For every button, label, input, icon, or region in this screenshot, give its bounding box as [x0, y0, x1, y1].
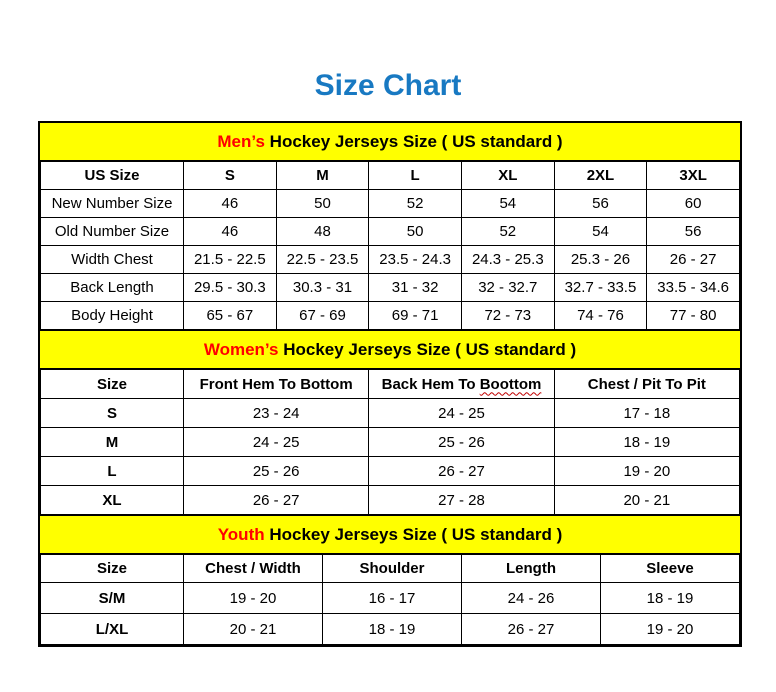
column-header: XL: [461, 162, 554, 190]
column-header: L: [369, 162, 462, 190]
table-row: [41, 246, 740, 274]
row-label: Back Length: [41, 274, 184, 302]
table-row: [41, 583, 740, 614]
table-cell: 60: [647, 190, 740, 218]
column-header: 2XL: [554, 162, 647, 190]
table-cell: 50: [369, 218, 462, 246]
size-chart-tables: [38, 121, 742, 647]
table-cell: 67 - 69: [276, 302, 369, 330]
column-header: Size: [41, 555, 184, 583]
column-header: Length: [462, 555, 601, 583]
table-cell: 52: [369, 190, 462, 218]
table-cell: 48: [276, 218, 369, 246]
table-cell: 21.5 - 22.5: [184, 246, 277, 274]
table-cell: 18 - 19: [323, 614, 462, 645]
youth-section-header: [40, 515, 740, 554]
mens-section-title: Hockey Jerseys Size ( US standard ): [269, 132, 563, 151]
table-cell: 18 - 19: [601, 583, 740, 614]
table-cell: 32 - 32.7: [461, 274, 554, 302]
column-header: Front Hem To Bottom: [184, 370, 369, 399]
row-label: Width Chest: [41, 246, 184, 274]
table-cell: 46: [184, 190, 277, 218]
row-label: Old Number Size: [41, 218, 184, 246]
column-header: Sleeve: [601, 555, 740, 583]
table-cell: 29.5 - 30.3: [184, 274, 277, 302]
table-cell: 26 - 27: [369, 457, 554, 486]
column-header: S: [184, 162, 277, 190]
table-cell: 31 - 32: [369, 274, 462, 302]
table-cell: 26 - 27: [462, 614, 601, 645]
table-cell: 74 - 76: [554, 302, 647, 330]
misspelled-word-squiggle: Boottom: [479, 375, 542, 393]
table-cell: 24 - 25: [184, 428, 369, 457]
column-header: US Size: [41, 162, 184, 190]
table-cell: 54: [554, 218, 647, 246]
womens-header-row: [41, 370, 740, 399]
table-cell: 50: [276, 190, 369, 218]
row-label: S: [41, 399, 184, 428]
table-cell: 27 - 28: [369, 486, 554, 515]
column-header: M: [276, 162, 369, 190]
table-cell: 32.7 - 33.5: [554, 274, 647, 302]
table-cell: 54: [461, 190, 554, 218]
table-cell: 69 - 71: [369, 302, 462, 330]
column-header: 3XL: [647, 162, 740, 190]
table-cell: 22.5 - 23.5: [276, 246, 369, 274]
table-cell: 24.3 - 25.3: [461, 246, 554, 274]
row-label: New Number Size: [41, 190, 184, 218]
table-cell: 19 - 20: [554, 457, 739, 486]
table-cell: 77 - 80: [647, 302, 740, 330]
column-header: Shoulder: [323, 555, 462, 583]
column-header: Chest / Width: [184, 555, 323, 583]
table-cell: 25.3 - 26: [554, 246, 647, 274]
column-header: Chest / Pit To Pit: [554, 370, 739, 399]
table-cell: 72 - 73: [461, 302, 554, 330]
table-row: [41, 218, 740, 246]
row-label: S/M: [41, 583, 184, 614]
womens-section-title: Hockey Jerseys Size ( US standard ): [283, 340, 577, 359]
table-cell: 33.5 - 34.6: [647, 274, 740, 302]
row-label: Body Height: [41, 302, 184, 330]
row-label: L/XL: [41, 614, 184, 645]
youth-section-title: Hockey Jerseys Size ( US standard ): [269, 525, 563, 544]
table-cell: 25 - 26: [184, 457, 369, 486]
table-cell: 65 - 67: [184, 302, 277, 330]
table-cell: 46: [184, 218, 277, 246]
table-cell: 24 - 25: [369, 399, 554, 428]
youth-section-highlight: Youth: [217, 525, 265, 544]
table-cell: 23.5 - 24.3: [369, 246, 462, 274]
table-row: [41, 457, 740, 486]
mens-header-row: [41, 162, 740, 190]
row-label: M: [41, 428, 184, 457]
table-cell: 19 - 20: [601, 614, 740, 645]
table-cell: 20 - 21: [554, 486, 739, 515]
table-cell: 16 - 17: [323, 583, 462, 614]
table-row: [41, 486, 740, 515]
mens-size-table: [40, 161, 740, 330]
table-cell: 18 - 19: [554, 428, 739, 457]
table-cell: 20 - 21: [184, 614, 323, 645]
table-cell: 19 - 20: [184, 583, 323, 614]
table-row: [41, 428, 740, 457]
row-label: XL: [41, 486, 184, 515]
column-header: [369, 370, 554, 399]
table-cell: 30.3 - 31: [276, 274, 369, 302]
mens-section-highlight: Men’s: [217, 132, 265, 151]
table-row: [41, 614, 740, 645]
table-row: [41, 399, 740, 428]
womens-section-header: [40, 330, 740, 369]
table-cell: 25 - 26: [369, 428, 554, 457]
youth-header-row: [41, 555, 740, 583]
table-cell: 26 - 27: [184, 486, 369, 515]
row-label: L: [41, 457, 184, 486]
table-cell: 26 - 27: [647, 246, 740, 274]
table-row: [41, 190, 740, 218]
column-header-text: Back Hem To: [381, 375, 476, 393]
table-cell: 56: [647, 218, 740, 246]
table-row: [41, 302, 740, 330]
womens-section-highlight: Women’s: [203, 340, 279, 359]
youth-size-table: [40, 554, 740, 645]
table-cell: 24 - 26: [462, 583, 601, 614]
table-cell: 17 - 18: [554, 399, 739, 428]
table-row: [41, 274, 740, 302]
table-cell: 56: [554, 190, 647, 218]
table-cell: 23 - 24: [184, 399, 369, 428]
table-cell: 52: [461, 218, 554, 246]
mens-section-header: [40, 123, 740, 161]
page-title: Size Chart: [314, 69, 462, 102]
womens-size-table: [40, 369, 740, 515]
column-header: Size: [41, 370, 184, 399]
